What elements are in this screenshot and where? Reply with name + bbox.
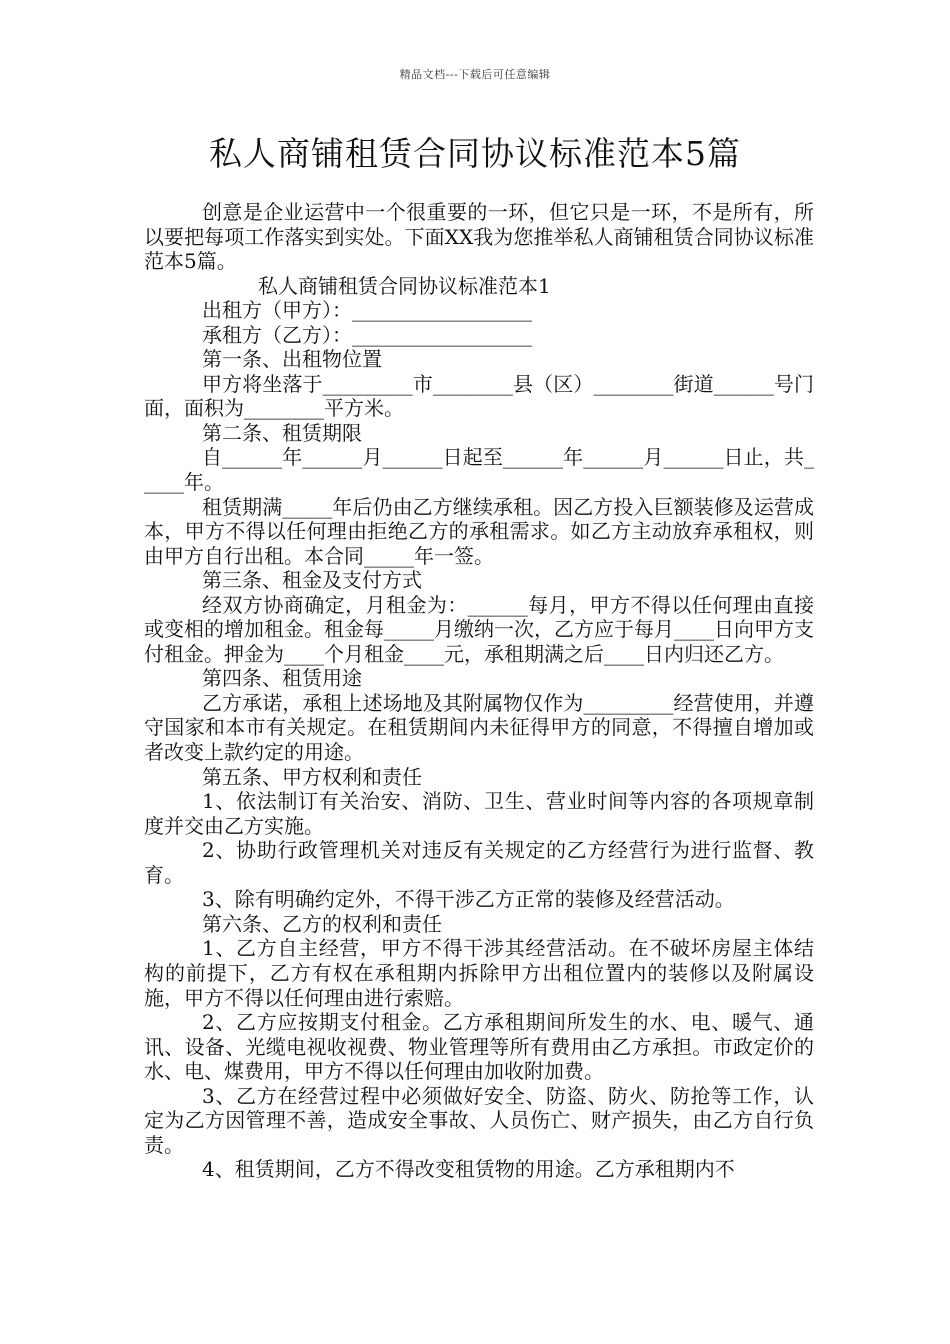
article-3-heading: 第三条、租金及支付方式 [202,568,422,593]
article-3-text: 经双方协商确定，月租金为：______每月，甲方不得以任何理由直接或变相的增加租金。租金每_____月缴纳一次，乙方应于每月____日向甲方支付租金。押金为____个月租金____元，承租期满之后____日内归还乙方。 [144,592,814,666]
contract-subtitle: 私人商铺租赁合同协议标准范本1 [258,273,551,298]
article-4-text: 乙方承诺，承租上述场地及其附属物仅作为_________经营使用，并遵守国家和本市有关规定。在租赁期间内未征得甲方的同意，不得擅自增加或者改变上款约定的用途。 [144,690,814,765]
article-6-item-1: 1、乙方自主经营，甲方不得干涉其经营活动。在不破坏房屋主体结构的前提下，乙方有权在承租期内拆除甲方出租位置内的装修以及附属设施，甲方不得以任何理由进行索赔。 [144,936,814,1010]
lessee-line: 承租方（乙方）：__________________ [202,322,532,347]
article-5-item-3: 3、除有明确约定外，不得干涉乙方正常的装修及经营活动。 [202,887,735,912]
article-2-text: 自______年______月______日起至______年______月______日止，共_____年。 [144,445,814,495]
article-4-heading: 第四条、租赁用途 [202,666,362,691]
article-5-item-2: 2、协助行政管理机关对违反有关规定的乙方经营行为进行监督、教育。 [144,838,814,887]
article-6-item-2: 2、乙方应按期支付租金。乙方承租期间所发生的水、电、暖气、通讯、设备、光缆电视收视费、物业管理等所有费用由乙方承担。市政定价的水、电、煤费用，甲方不得以任何理由加收附加费。 [144,1010,814,1084]
article-1-heading: 第一条、出租物位置 [202,347,382,372]
document-body [144,200,814,1182]
document-title: 私人商铺租赁合同协议标准范本5篇 [209,134,741,173]
intro-paragraph: 创意是企业运营中一个很重要的一环，但它只是一环，不是所有，所以要把每项工作落实到实处。下面XX我为您推举私人商铺租赁合同协议标准范本5篇。 [144,200,814,274]
article-6-item-3: 3、乙方在经营过程中必须做好安全、防盗、防火、防抢等工作，认定为乙方因管理不善，造成安全事故、人员伤亡、财产损失，由乙方自行负责。 [144,1083,814,1157]
article-5-item-1: 1、依法制订有关治安、消防、卫生、营业时间等内容的各项规章制度并交由乙方实施。 [144,789,814,838]
header-note: 精品文档---下载后可任意编辑 [399,68,551,81]
article-2-renewal-text: 租赁期满_____年后仍由乙方继续承租。因乙方投入巨额装修及运营成本，甲方不得以任何理由拒绝乙方的承租需求。如乙方主动放弃承租权，则由甲方自行出租。本合同_____年一签。 [144,494,814,568]
lessor-line: 出租方（甲方）：__________________ [202,298,532,323]
article-6-heading: 第六条、乙方的权利和责任 [202,911,442,936]
article-6-item-4: 4、租赁期间，乙方不得改变租赁物的用途。乙方承租期内不 [202,1157,735,1182]
article-5-heading: 第五条、甲方权利和责任 [202,764,422,789]
article-2-heading: 第二条、租赁期限 [202,420,362,445]
article-1-text: 甲方将坐落于_________市________县（区）________街道______号门面，面积为________平方米。 [144,371,814,421]
